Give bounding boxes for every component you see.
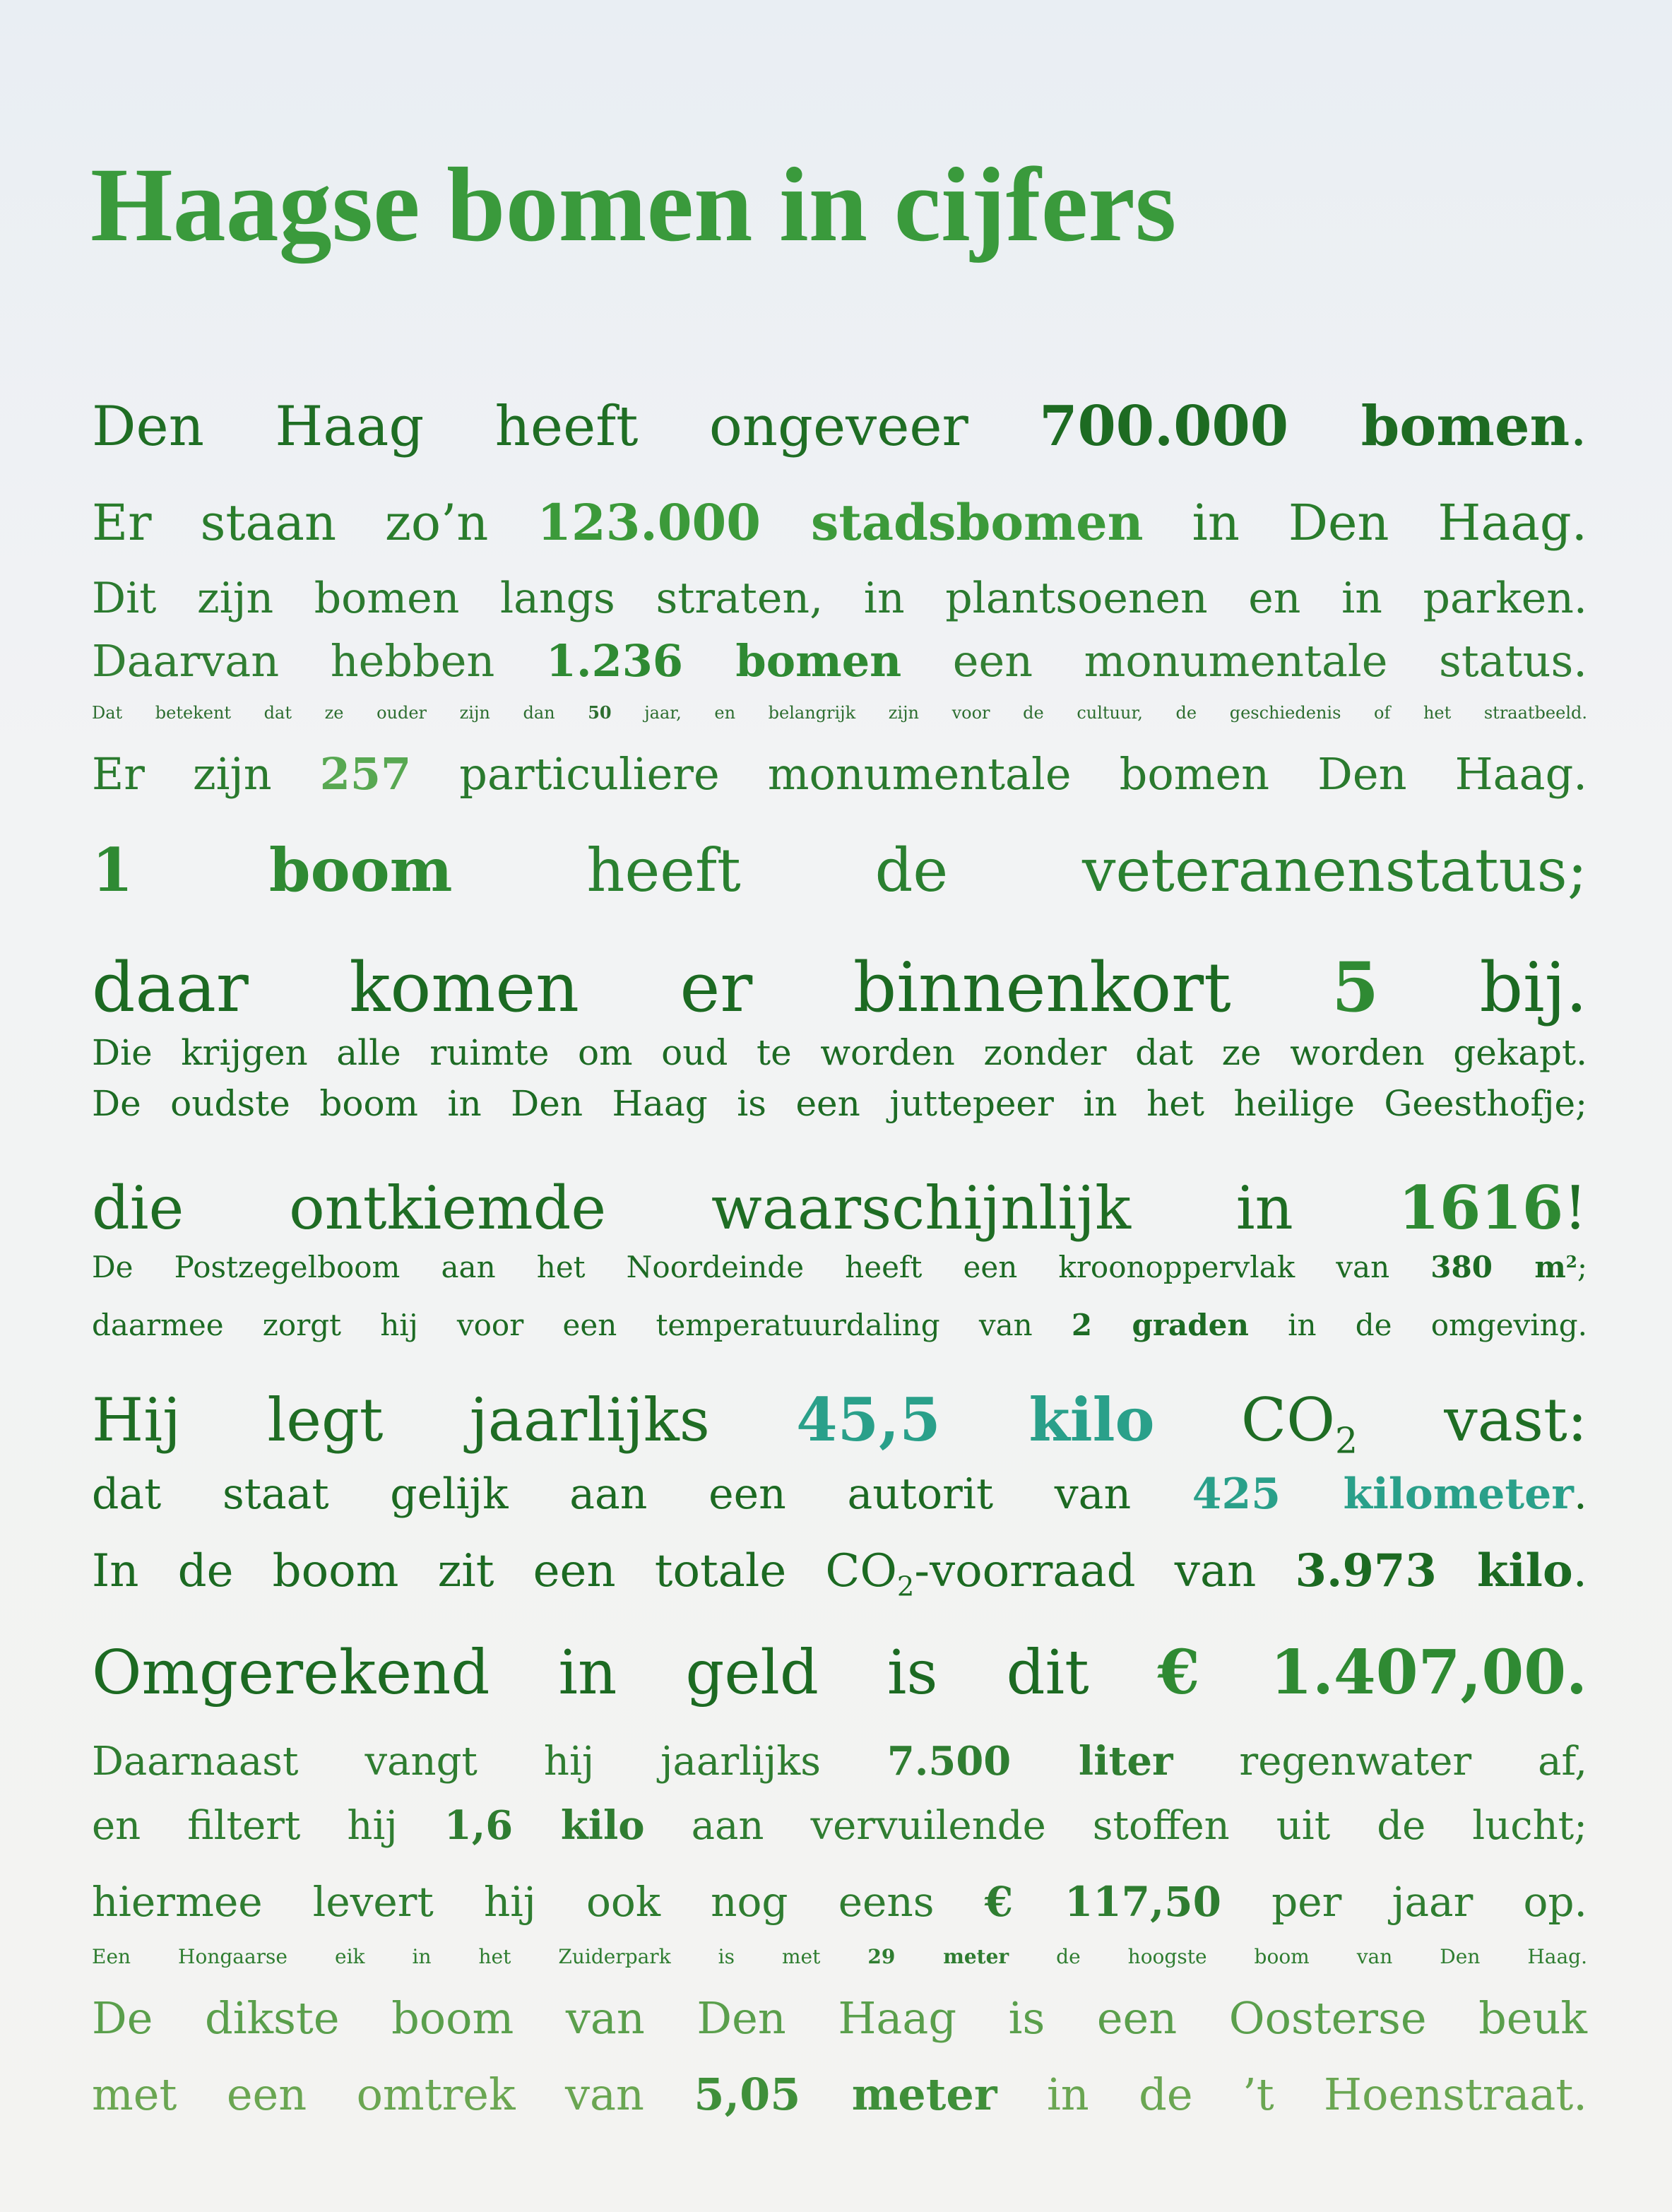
highlight-number: 7.500 liter [887,1738,1173,1785]
text-segment: aan vervuilende stoffen uit de lucht; [644,1803,1588,1849]
highlight-number: 2 graden [1071,1308,1249,1342]
text-segment: CO [1154,1385,1335,1455]
text-line-12 [92,1250,1587,1284]
text-segment: Omgerekend in geld is dit [92,1638,1158,1708]
text-segment: dat staat gelijk aan een autorit van [92,1469,1192,1519]
text-segment: -voorraad van [914,1545,1295,1597]
text-segment: Dat betekent dat ze ouder zijn dan [92,703,588,723]
highlight-number: 257 [319,748,412,800]
text-line-5 [92,704,1587,721]
highlight-number: 29 meter [867,1945,1009,1968]
text-line-8 [92,947,1588,1027]
text-segment: bij. [1379,948,1588,1027]
text-line-20 [92,1878,1587,1926]
text-line-4 [92,635,1588,687]
text-segment: Die krijgen alle ruimte om oud te worden zonder dat ze worden gekapt. [92,1032,1587,1073]
text-segment: In de boom zit een totale CO [92,1545,897,1597]
text-segment: Daarvan hebben [92,635,546,687]
highlight-number: 5,05 meter [694,2069,997,2120]
text-line-9 [92,1032,1587,1073]
text-segment: De dikste boom van Den Haag is een Oosterse beuk [92,1992,1587,2044]
text-segment: Daarnaast vangt hij jaarlijks [92,1739,887,1785]
highlight-number: 123.000 stadsbomen [537,493,1144,552]
highlight-number: 1616 [1398,1173,1564,1243]
text-line-6 [92,748,1587,800]
text-segment: in Den Haag. [1143,494,1587,552]
text-segment: en filtert hij [92,1803,444,1849]
highlight-number: € 1.407,00. [1157,1637,1587,1708]
text-line-16 [92,1544,1588,1603]
text-segment: heeft de veteranenstatus; [452,836,1587,905]
text-segment: jaar, en belangrijk zijn voor de cultuur, de geschiedenis of het straatbeeld. [611,703,1587,723]
text-line-15 [92,1469,1587,1519]
highlight-number: 1,6 kilo [444,1802,645,1849]
text-segment: de hoogste boom van Den Haag. [1009,1945,1587,1968]
text-segment: particuliere monumentale bomen Den Haag. [411,748,1587,800]
subscript: 2 [896,1571,915,1603]
text-line-2 [92,493,1587,552]
text-segment: Dit zijn bomen langs straten, in plantsoenen en in parken. [92,574,1587,623]
text-segment: vast: [1358,1385,1587,1455]
highlight-number: 3.973 kilo [1295,1544,1573,1597]
text-segment: ; [1577,1250,1587,1284]
highlight-number: 425 kilometer [1192,1469,1574,1519]
highlight-number: 1.236 bomen [545,635,902,687]
text-segment: met een omtrek van [92,2069,694,2120]
text-line-10 [92,1083,1587,1124]
text-segment: De Postzegelboom aan het Noordeinde heeft een kroonoppervlak van [92,1250,1431,1284]
highlight-number: 380 m [1430,1250,1566,1284]
text-line-13 [92,1308,1587,1342]
text-line-19 [92,1802,1588,1849]
highlight-number: 700.000 bomen [1039,394,1570,459]
superscript: 2 [1565,1253,1577,1272]
text-segment: hiermee levert hij ook nog eens [92,1878,985,1926]
text-segment: per jaar op. [1221,1878,1587,1926]
text-line-1 [92,394,1587,459]
text-line-17 [92,1637,1587,1708]
text-line-23 [92,2069,1587,2120]
text-line-7 [92,835,1587,905]
text-segment: Hij legt jaarlijks [92,1385,797,1455]
page-title: Haagse bomen in cijfers [90,146,1177,264]
highlight-number: 1 boom [92,835,453,905]
text-segment: . [1570,395,1587,459]
text-segment: daarmee zorgt hij voor een temperatuurdaling van [92,1308,1072,1342]
text-segment: in de ’t Hoenstraat. [997,2069,1587,2120]
highlight-number: 45,5 kilo [796,1385,1155,1455]
text-segment: ! [1563,1173,1587,1243]
text-line-18 [92,1738,1587,1785]
text-segment: . [1572,1545,1588,1597]
subscript: 2 [1334,1419,1358,1462]
text-segment: die ontkiemde waarschijnlijk in [92,1173,1399,1243]
text-line-22 [92,1992,1587,2044]
text-segment: daar komen er binnenkort [92,948,1332,1027]
text-segment: De oudste boom in Den Haag is een juttepeer in het heilige Geesthofje; [92,1083,1587,1124]
highlight-number: 5 [1332,947,1380,1027]
text-segment: in de omgeving. [1248,1308,1587,1342]
highlight-number: 50 [588,702,612,723]
text-segment: regenwater af, [1173,1739,1587,1785]
text-segment: . [1573,1469,1587,1519]
text-line-21 [92,1947,1587,1967]
text-line-14 [92,1385,1587,1462]
text-line-3 [92,574,1587,623]
highlight-number: € 117,50 [984,1878,1221,1926]
text-segment: Er staan zo’n [92,494,538,552]
text-line-11 [92,1173,1587,1243]
text-segment: Een Hongaarse eik in het Zuiderpark is met [92,1945,868,1968]
text-segment: Den Haag heeft ongeveer [92,395,1040,459]
text-segment: Er zijn [92,748,320,800]
text-segment: een monumentale status. [901,635,1588,687]
